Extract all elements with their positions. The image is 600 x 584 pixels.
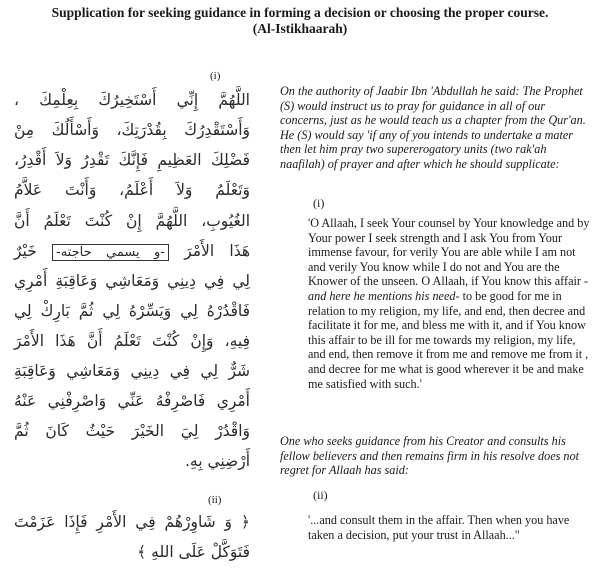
english-label-i: (i): [313, 196, 325, 210]
arabic-line-7: لِي فِي دِينِي وَمَعَاشِي وَعَاقِبَةِ أَمْرِي: [14, 272, 250, 290]
dua-need-note: -and here he mentions his need-: [308, 274, 589, 303]
closing-paragraph: One who seeks guidance from his Creator and consults his fellow believers and then remains firm in his resolve does not regret for Allaah has said:: [280, 434, 580, 478]
arabic-line-6-end: خَيْرٌ: [14, 242, 37, 260]
arabic-line-11: أَمْرِي فَاصْرِفْهُ عَنِّي وَاصْرِفْنِي عَنْهُ: [14, 392, 250, 410]
arabic-line-8: فَاقْدُرْهُ لِي وَيَسِّرْهُ لِي ثُمَّ بَارِكْ لِي: [14, 302, 250, 320]
intro-paragraph: On the authority of Jaabir Ibn 'Abdullah he said: The Prophet (S) would instruct us to pray for guidance in all of our concerns, just as he would teach us a chapter from the Qur'an. He (S) would say 'if any of you intends to undertake a mater then let him pray two supererogatory units (two rak'ah naafilah) of prayer and after which he should supplicate:: [280, 84, 586, 171]
arabic-line-1: اللَّهُمَّ إِنِّي أَسْتَخِيرُكَ بِعِلْمِكَ ،: [14, 91, 250, 109]
title-line-2: (Al-Istikhaarah): [252, 21, 348, 36]
arabic-verse-line-1: ﴿ وَ شَاوِرْهُمْ فِي الأَمْرِ فَإِذَا عَزَمْتَ: [14, 513, 250, 531]
arabic-line-2: وَأَسْتَقْدِرُكَ بِقُدْرَتِكَ، وَأَسْأَلُكَ مِنْ: [14, 121, 250, 139]
arabic-line-5: الغُيُوبِ، اللَّهُمَّ إِنْ كُنْتَ تَعْلَمُ أَنَّ: [14, 212, 250, 230]
arabic-verse-line-2: فَتَوَكَّلْ عَلَى اللهِ ﴾: [137, 543, 250, 561]
arabic-line-4: وَتَعْلَمُ وَلاَ أَعْلَمُ، وَأَنْتَ عَلاَّمُ: [14, 181, 250, 199]
dua-text-part-1: 'O Allaah, I seek Your counsel by Your knowledge and by Your power I seek strength and I ask You from Your immense favour, for verily You are able while I am not and verily You know while I do not and You are the Knower of the unseen. O Allaah, if You know this affair: [308, 216, 590, 289]
arabic-line-3: فَضْلِكَ العَظِيمِ فَإِنَّكَ تَقْدِرُ وَلاَ أَقْدِرُ،: [14, 151, 250, 169]
arabic-line-12: وَاقْدُرْ لِيَ الخَيْرَ حَيْثُ كَانَ ثُمَّ: [14, 422, 250, 440]
arabic-line-6: [14, 241, 250, 263]
dua-paragraph: [308, 216, 594, 391]
arabic-boxed-need: -و يسمي حاجته-: [52, 244, 169, 261]
arabic-label-i: (i): [210, 70, 221, 82]
arabic-line-13: أَرْضِنِي بِهِ.: [184, 452, 250, 470]
verse-translation: '...and consult them in the affair. Then when you have taken a decision, put your trust in Allaah...": [308, 513, 570, 542]
title-line-1: Supplication for seeking guidance in forming a decision or choosing the proper course.: [51, 5, 549, 20]
dua-text-part-2: to be good for me in relation to my religion, my life, and end, then decree and facilitate it for me, and bless me with it, and if You know this affair to be ill for me towards my religion, my life, and end, then remove it from me and remove me from it , and decree for me what is good wherever it be and make me satisfied with such.': [308, 288, 589, 391]
english-label-ii: (ii): [313, 488, 328, 502]
arabic-line-10: شَرٌّ لِي فِي دِينِي وَمَعَاشِي وَعَاقِبَةِ: [14, 362, 250, 380]
arabic-label-ii: (ii): [208, 494, 222, 506]
arabic-line-9: فِيهِ، وَإِنْ كُنْتَ تَعْلَمُ أَنَّ هَذَا الأَمْرَ: [14, 332, 250, 350]
page-title: [0, 5, 600, 37]
arabic-line-6-start: هَذَا الأَمْرَ: [184, 242, 251, 260]
